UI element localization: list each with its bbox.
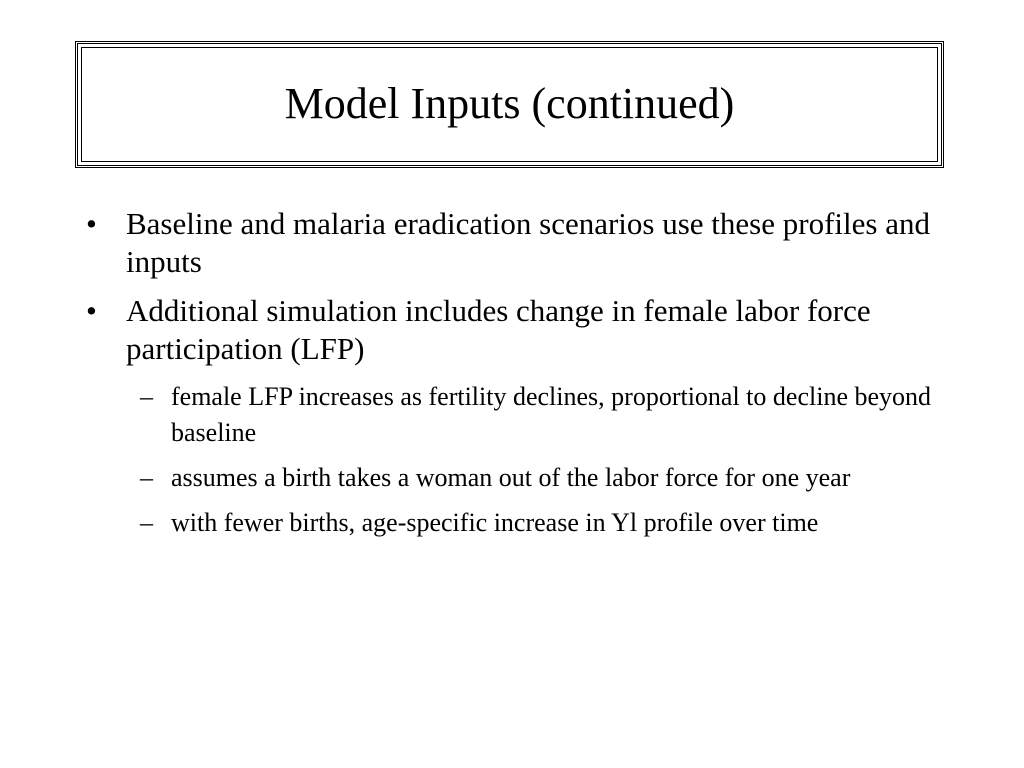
- bullet-marker: •: [86, 206, 97, 241]
- sub-bullet-text: female LFP increases as fertility declines, proportional to decline beyond baseline: [171, 382, 932, 447]
- sub-bullet-item: [86, 505, 946, 541]
- sub-bullet-text: with fewer births, age-specific increase in Yl profile over time: [171, 508, 819, 537]
- sub-bullet-text: assumes a birth takes a woman out of the labor force for one year: [171, 463, 851, 492]
- sub-bullet-marker: –: [140, 508, 153, 537]
- bullet-item: [86, 292, 946, 368]
- sub-bullet-item: [86, 460, 946, 496]
- sub-bullet-marker: –: [140, 382, 153, 411]
- slide-body: [86, 205, 946, 550]
- bullet-marker: •: [86, 293, 97, 328]
- slide-title: Model Inputs (continued): [284, 79, 735, 129]
- sub-bullet-marker: –: [140, 463, 153, 492]
- sub-bullet-item: [86, 379, 946, 451]
- bullet-text: Additional simulation includes change in female labor force participation (LFP): [126, 293, 871, 366]
- bullet-text: Baseline and malaria eradication scenarios use these profiles and inputs: [126, 206, 930, 279]
- title-box: [75, 41, 944, 168]
- bullet-item: [86, 205, 946, 281]
